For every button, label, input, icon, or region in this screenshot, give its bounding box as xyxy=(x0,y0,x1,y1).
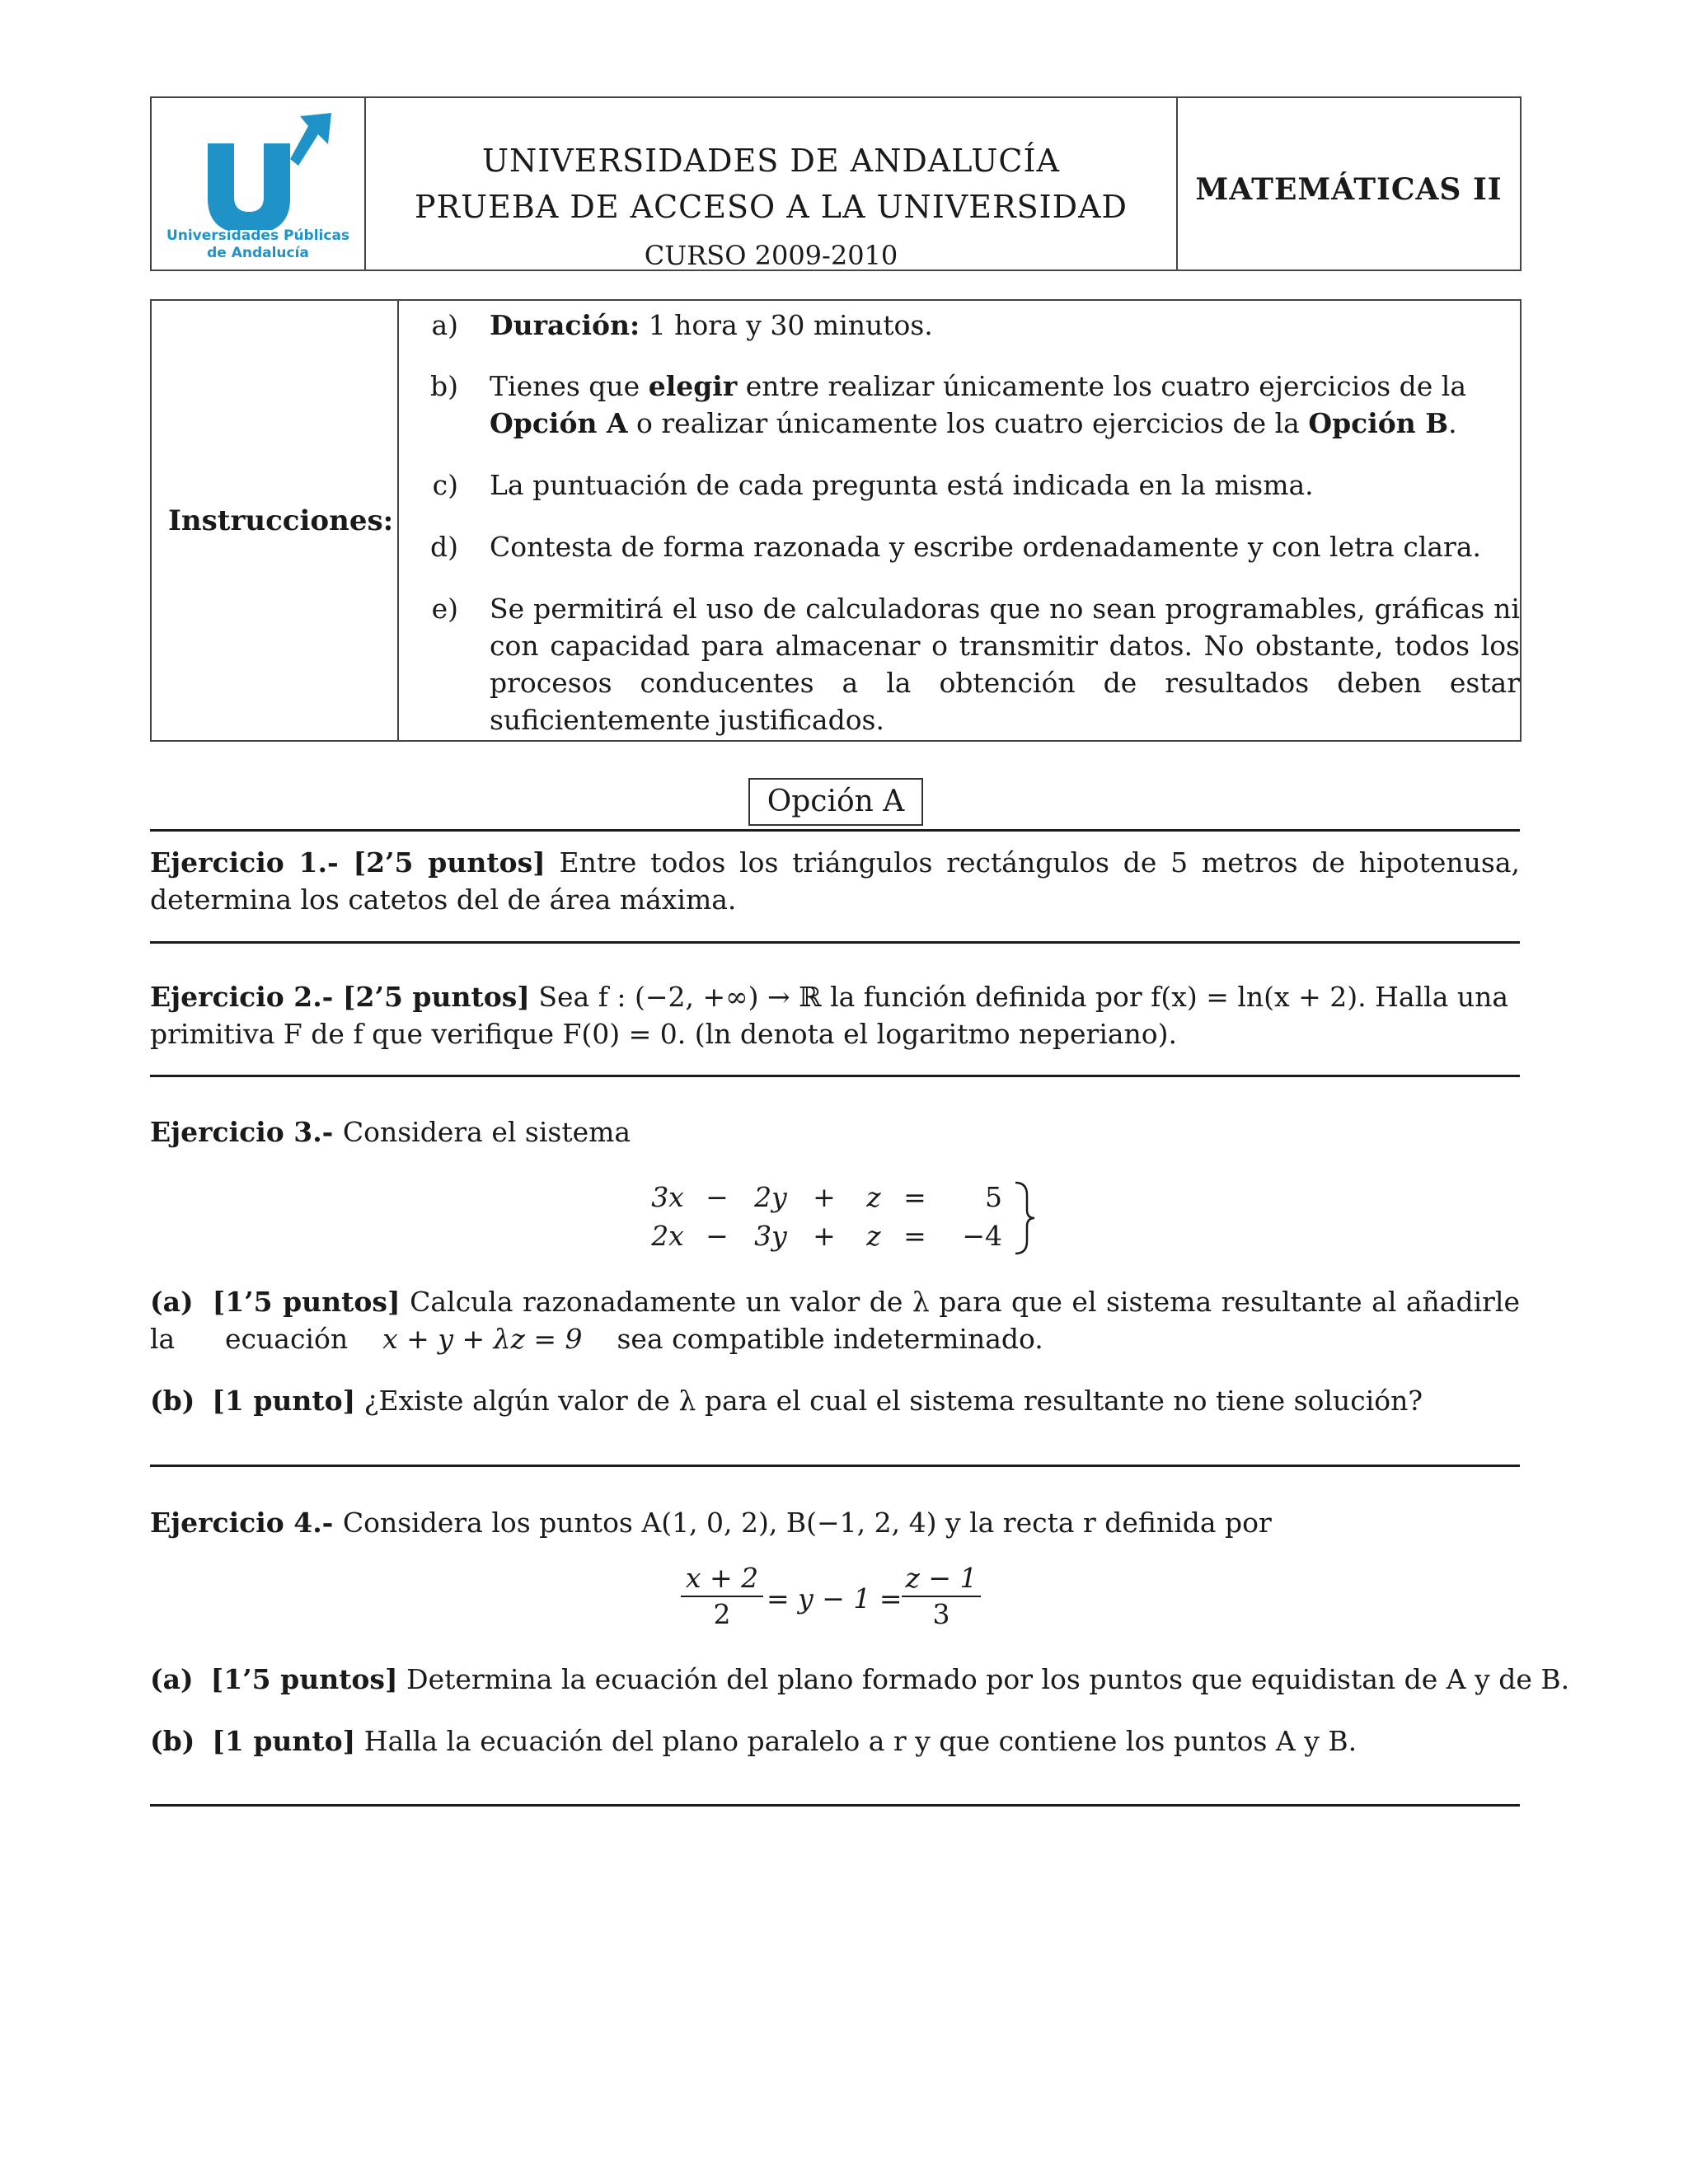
exercise-2-line2: primitiva F de f que verifique F(0) = 0. (ln denota el logaritmo neperiano). xyxy=(150,1018,1178,1050)
part-label: (a) xyxy=(150,1663,194,1695)
logo-text-line1: Universidades Públicas xyxy=(166,227,350,244)
part-label: (b) xyxy=(150,1385,195,1417)
instructions-box xyxy=(150,299,1522,742)
exercise-2: Ejercicio 2.- [2’5 puntos] Sea f : (−2, +∞) → ℝ la función definida por f(x) = ln(x + 2). Halla una xyxy=(150,981,1509,1013)
exercise-points: [1’5 puntos] xyxy=(212,1286,401,1318)
logo-text-line2: de Andalucía xyxy=(207,245,309,261)
divider xyxy=(150,1804,1520,1807)
subject-title: MATEMÁTICAS II xyxy=(1195,172,1503,207)
option-title: Opción A xyxy=(748,778,923,826)
exercise-4: Ejercicio 4.- Considera los puntos A(1, 0, 2), B(−1, 2, 4) y la recta r definida por xyxy=(150,1507,1272,1539)
university-logo-icon xyxy=(176,106,341,230)
exercise-3-part-b: (b) [1 punto] ¿Existe algún valor de λ para el cual el sistema resultante no tiene solución? xyxy=(150,1385,1423,1417)
exercise-points: [1 punto] xyxy=(212,1385,356,1417)
exercise-4-part-a: (a) [1’5 puntos] Determina la ecuación del plano formado por los puntos que equidistan de A y de B. xyxy=(150,1663,1570,1695)
divider xyxy=(150,941,1520,944)
exercise-points: [1’5 puntos] xyxy=(210,1663,398,1695)
instruction-marker: d) xyxy=(430,531,458,563)
fraction-2-denominator: 3 xyxy=(932,1598,950,1630)
divider xyxy=(150,1465,1520,1467)
exercise-3-part-a-line2: ecuación x + y + λz = 9 sea compatible indeterminado. xyxy=(225,1323,1043,1355)
subject-cell xyxy=(1178,98,1520,269)
instructions-list: a) Duración: 1 hora y 30 minutos. b) Tienes que elegir entre realizar únicamente los cuatro ejercicios de la Opción A o realizar únicamente los cuatro ejercicios de la Opción B. c) La puntuación de cada pregunta está indicada en la misma. d) Contesta de forma razonada y escribe ordenadamente y con letra clara. e) Se permitirá el uso de calculadoras que no sean programables, gráficas ni con capacidad para almacenar o transmitir datos. No obstante, todos los procesos conducentes a la obtención de resultados deben estar suficientemente justificados. xyxy=(399,301,1520,740)
exercise-points: [1 punto] xyxy=(212,1725,356,1757)
added-equation: x + y + λz = 9 xyxy=(382,1323,583,1355)
instruction-marker: a) xyxy=(431,309,458,341)
exercise-4-part-b: (b) [1 punto] Halla la ecuación del plano paralelo a r y que contiene los puntos A y B. xyxy=(150,1725,1357,1757)
exercise-3-part-a: (a) [1’5 puntos] Calcula razonadamente un valor de λ para que el sistema resultante al añadirle la xyxy=(150,1286,1520,1355)
line-equation-middle: = y − 1 = xyxy=(767,1582,903,1615)
fraction-1-denominator: 2 xyxy=(713,1598,731,1630)
part-label: (b) xyxy=(150,1725,195,1757)
exercise-points: [2’5 puntos] xyxy=(342,981,530,1013)
fraction-2-numerator: z − 1 xyxy=(902,1561,981,1597)
right-brace-icon xyxy=(1012,1180,1037,1256)
exam-page: Universidades Públicas de Andalucía UNIVERSIDADES DE ANDALUCÍA PRUEBA DE ACCESO A LA UNIVERSIDAD CURSO 2009-2010 MATEMÁTICAS II Instrucciones: a) Duración: 1 hora y 30 minutos. b) Tienes que elegir entre realizar únicamente los cuatro ejercicios de la Opción A o realizar únicamente los cuatro ejercicios de la Opción B. c) La puntuación de cada pregunta está indicada en la misma. d) Contesta de forma razonada y escribe ordenadamente y con letra clara. e) Se permitirá el uso de calculadoras que no sean programables, gráficas ni con capacidad para almacenar o transmitir datos. No obstante, todos los procesos conducentes a la obtención de resultados deben estar suficientemente justificados. Opción A Ejercicio 1.- [2’5 puntos] Entre todos los triángulos rectángulos de 5 metros de hipotenusa, determina los catetos del de área máxima. Ejercicio 2.- [2’5 puntos] Sea f : (−2, +∞) → ℝ la función definida por f(x) = ln(x + 2). Halla una primitiva F de f que verifique F(0) = 0. (ln denota el logaritmo neperiano). Ejercicio 3.- Considera el sistema 3x − 2y + z = 5 2x − 3y + z = −4 (a) [1’5 puntos] Calcula razonadamente un valor de λ para que el sistema resultante al añadirle la ecuación x + y + λz = 9 sea compatible indeterminado. (b) [1 punto] ¿Existe algún valor de λ para el cual el sistema resultante no tiene solución? Ejercicio 4.- Considera los puntos A(1, 0, 2), B(−1, 2, 4) y la recta r definida por $\frac{x + 2}{2}$ = y − 1 = $\frac{z - 1}{3}$ (a) [1’5 puntos] Determina la ecuación del plano formado por los puntos que equidistan de A y de B. (b) [1 punto] Halla la ecuación del plano paralelo a r y que contiene los puntos A y B. xyxy=(0,0,1688,2184)
instruction-marker: e) xyxy=(431,593,458,625)
title-exam: PRUEBA DE ACCESO A LA UNIVERSIDAD xyxy=(414,189,1128,225)
exam-header xyxy=(150,96,1522,271)
instruction-marker: b) xyxy=(430,370,458,402)
exercise-points: [2’5 puntos] xyxy=(353,846,546,879)
instruction-marker: c) xyxy=(432,469,458,501)
title-universities: UNIVERSIDADES DE ANDALUCÍA xyxy=(482,143,1060,179)
exercise-heading: Ejercicio 3.- xyxy=(150,1116,343,1148)
instructions-label: Instrucciones: xyxy=(168,504,394,537)
exercise-3: Ejercicio 3.- Considera el sistema xyxy=(150,1116,631,1148)
fraction-1-numerator: x + 2 xyxy=(681,1561,763,1597)
exercise-heading: Ejercicio 4.- xyxy=(150,1507,343,1539)
course-year: CURSO 2009-2010 xyxy=(644,240,898,271)
title-cell xyxy=(366,98,1178,269)
logo-cell xyxy=(152,98,366,269)
exercise-1: Ejercicio 1.- [2’5 puntos] Entre todos los triángulos rectángulos de 5 metros de hipotenusa, determina los catetos del de área máxima. xyxy=(150,846,1520,916)
instructions-label-cell xyxy=(152,301,399,740)
divider xyxy=(150,1075,1520,1077)
exercise-heading: Ejercicio 1.- xyxy=(150,846,354,879)
exercise-heading: Ejercicio 2.- xyxy=(150,981,343,1013)
part-label: (a) xyxy=(150,1286,194,1318)
divider xyxy=(150,829,1520,832)
